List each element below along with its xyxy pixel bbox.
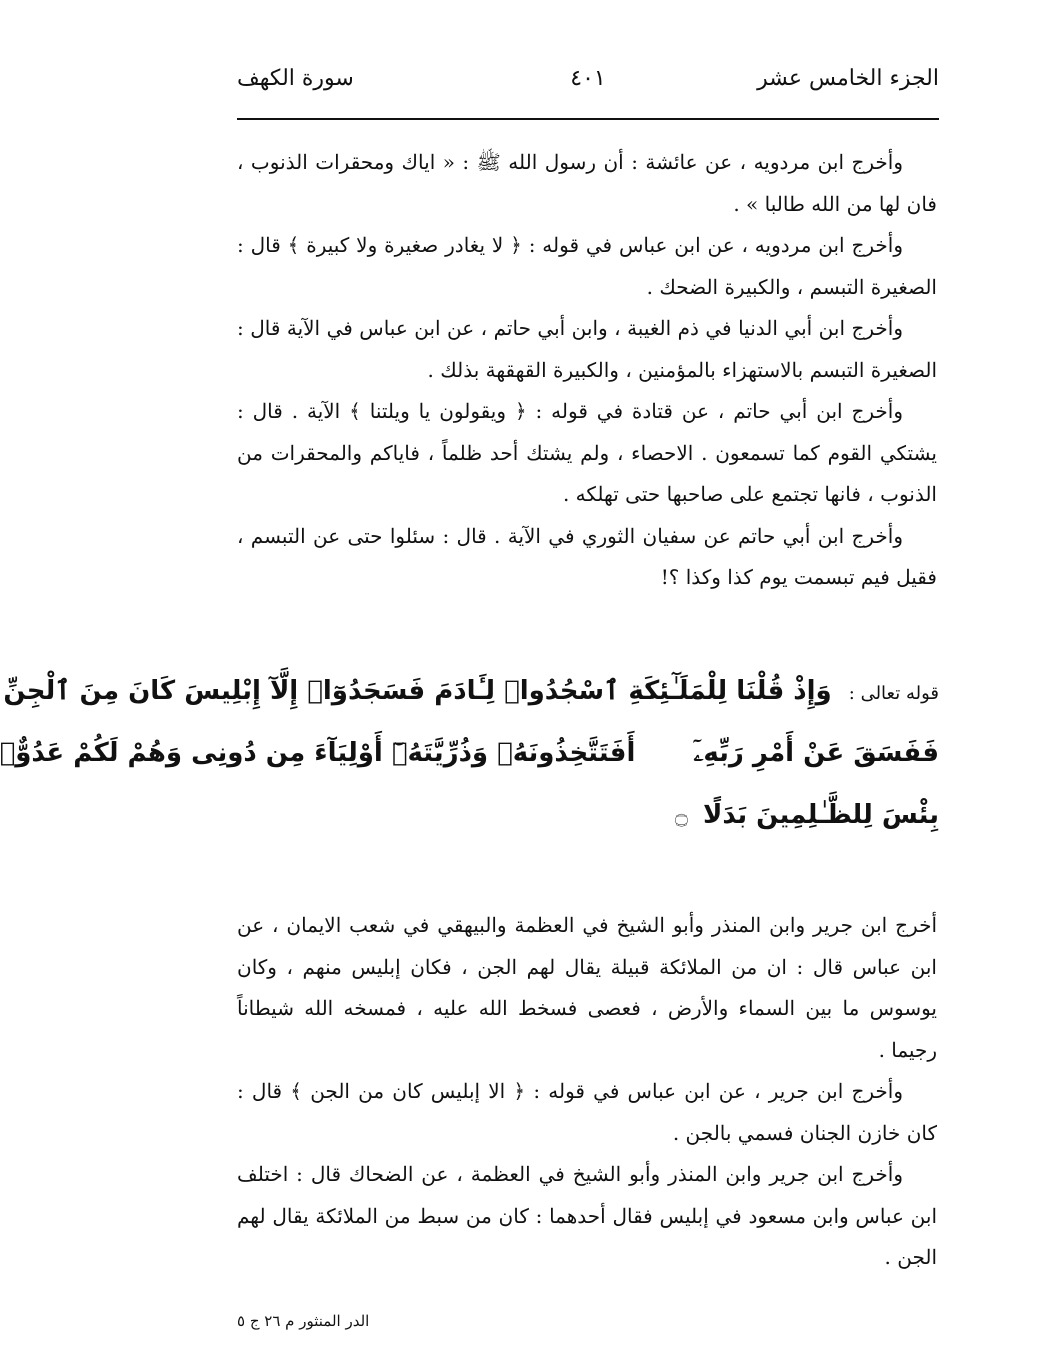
paragraph: وأخرج ابن مردويه ، عن ابن عباس في قوله : ﴿ لا يغادر صغيرة ولا كبيرة ﴾ قال : الصغيرة التبسم ، والكبيرة الضحك . <box>237 233 937 299</box>
verse-line-3 <box>233 784 939 846</box>
paragraph: وأخرج ابن أبي حاتم عن سفيان الثوري في الآية . قال : سئلوا حتى عن التبسم ، فقيل فيم تبسمت يوم كذا وكذا ؟! <box>237 523 937 589</box>
paragraph: وأخرج ابن أبي حاتم ، عن قتادة في قوله : ﴿ ويقولون يا ويلتنا ﴾ الآية . قال : يشتكي القوم كما تسمعون . الاحصاء ، ولم يشتك أحد ظلماً ، فاياكم والمحقرات من الذنوب ، فانها تجتمع على صاحبها حتى تهلكه . <box>237 399 937 506</box>
part-title: الجزء الخامس عشر <box>757 66 939 91</box>
surah-title: سورة الكهف <box>237 66 354 91</box>
verse-end-icon: ۝ <box>675 804 688 829</box>
paragraph: وأخرج ابن جرير ، عن ابن عباس في قوله : ﴿ الا إبليس كان من الجن ﴾ قال : كان خازن الجنان فسمي بالجن . <box>237 1079 937 1145</box>
verse-line-1 <box>3 660 939 722</box>
paragraph: وأخرج ابن جرير وابن المنذر وأبو الشيخ في العظمة ، عن الضحاك قال : اختلف ابن عباس وابن مسعود في إبليس فقال أحدهما : كان من سبط من الملائكة يقال لهم الجن . <box>237 1162 937 1269</box>
page-footer: الدر المنثور م ٢٦ ج ٥ <box>237 1312 370 1330</box>
verse-line-2 <box>0 722 939 784</box>
verse-text: أَفَتَتَّخِذُونَهُۥ وَذُرِّيَّتَهُۥٓ أَوْلِيَآءَ مِن دُونِى وَهُمْ لَكُمْ عَدُوٌّۢ <box>0 738 636 768</box>
verse-text: وَإِذْ قُلْنَا لِلْمَلَـٰٓئِكَةِ ٱسْجُدُوا۟ لِـَٔادَمَ فَسَجَدُوٓا۟ إِلَّآ إِبْلِيسَ كَانَ مِنَ ٱلْجِنِّ <box>3 676 832 706</box>
page-header <box>237 66 939 106</box>
verse-lead: قوله تعالى : <box>848 683 939 704</box>
commentary-section-1 <box>237 142 937 599</box>
paragraph: وأخرج ابن أبي الدنيا في ذم الغيبة ، وابن أبي حاتم ، عن ابن عباس في الآية قال : الصغيرة التبسم بالاستهزاء بالمؤمنين ، والكبيرة القهقهة بذلك . <box>237 316 937 382</box>
header-rule <box>237 118 939 120</box>
verse-text: فَفَسَقَ عَنْ أَمْرِ رَبِّهِۦٓ <box>693 738 939 768</box>
paragraph: وأخرج ابن مردويه ، عن عائشة : أن رسول الله ﷺ : « اياك ومحقرات الذنوب ، فان لها من الله طالبا » . <box>237 150 937 216</box>
verse-text: بِئْسَ لِلظَّـٰلِمِينَ بَدَلًا <box>702 800 939 830</box>
commentary-section-2 <box>237 905 937 1279</box>
page-number: ٤٠١ <box>570 66 606 91</box>
quran-verse <box>0 660 939 846</box>
paragraph: أخرج ابن جرير وابن المنذر وأبو الشيخ في العظمة والبيهقي في شعب الايمان ، عن ابن عباس قال : ان من الملائكة قبيلة يقال لهم الجن ، فكان إبليس منهم ، وكان يوسوس ما بين السماء والأرض ، فعصى فسخط الله عليه ، فمسخه الله شيطاناً رجيما . <box>237 913 937 1062</box>
